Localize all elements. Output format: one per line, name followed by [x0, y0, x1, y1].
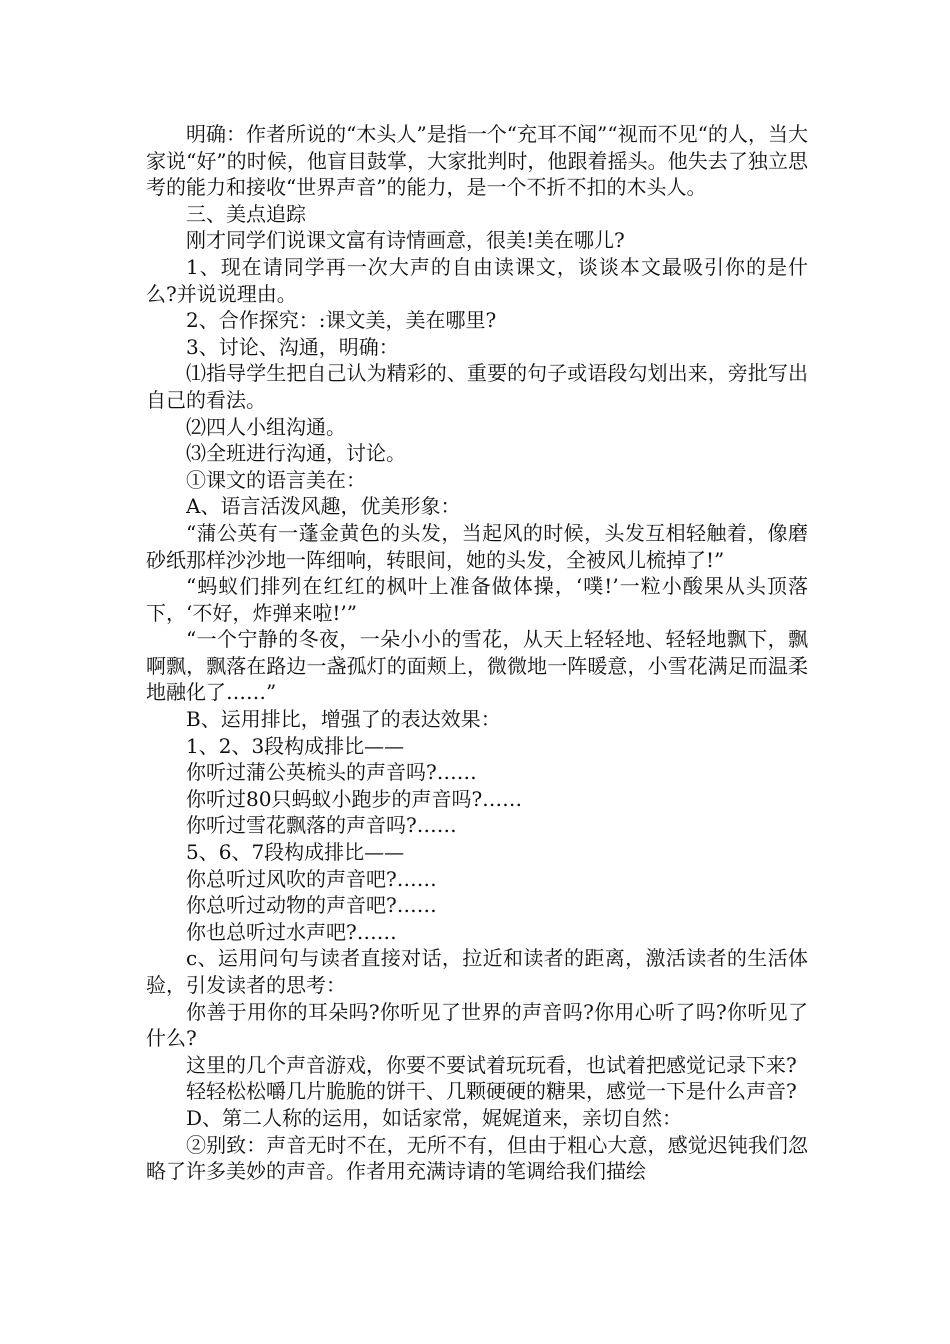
paragraph-parallel-123: 1、2、3段构成排比——	[186, 733, 405, 758]
paragraph-unique: ②别致：声音无时不在，无所不有，但由于粗心大意，感觉迟钝我们忽略了许多美妙的声音。作者用充满诗请的笔调给我们描绘	[146, 1132, 808, 1184]
paragraph-language-beauty: ①课文的语言美在：	[186, 467, 366, 492]
quote-ants: “蚂蚁们排列在红红的枫叶上准备做体操，‘噗!’一粒小酸果从头顶落下，‘不好，炸弹来啦!’”	[146, 574, 808, 625]
list-item-animals: 你总听过动物的声音吧?……	[186, 893, 437, 918]
list-item-snowflake: 你听过雪花飘落的声音吗?……	[186, 813, 457, 838]
paragraph-substep-2: ⑵四人小组沟通。	[186, 414, 346, 439]
paragraph-biscuits: 轻轻松松嚼几片脆脆的饼干、几颗硬硬的糖果，感觉一下是什么声音?	[186, 1079, 797, 1104]
document-body	[146, 121, 808, 1185]
list-item-dandelion: 你听过蒲公英梳头的声音吗?……	[186, 760, 477, 785]
list-item-wind: 你总听过风吹的声音吧?……	[186, 866, 437, 891]
paragraph-point-b: B、运用排比，增强了的表达效果：	[186, 707, 501, 732]
paragraph-point-c: c、运用问句与读者直接对话，拉近和读者的距离，激活读者的生活体验，引发读者的思考：	[146, 946, 808, 997]
paragraph-substep-1: ⑴指导学生把自己认为精彩的、重要的句子或语段勾划出来，旁批写出自己的看法。	[146, 361, 808, 412]
paragraph-parallel-567: 5、6、7段构成排比——	[186, 840, 405, 865]
list-item-ants: 你听过80只蚂蚁小跑步的声音吗?……	[186, 786, 523, 811]
paragraph-explanation-wooden-man: 明确：作者所说的“木头人”是指一个“充耳不闻”“视而不见“的人，当大家说“好”的时候，他盲目鼓掌，大家批判时，他跟着摇头。他失去了独立思考的能力和接收“世界声音”的能力，是一个不折不扣的木头人。	[146, 122, 808, 200]
list-item-water: 你也总听过水声吧?……	[186, 919, 397, 944]
section-heading-beauty-tracking: 三、美点追踪	[186, 201, 306, 226]
paragraph-point-d: D、第二人称的运用，如话家常，娓娓道来，亲切自然：	[186, 1105, 683, 1130]
paragraph-sound-games: 这里的几个声音游戏，你要不要试着玩玩看，也试着把感觉记录下来?	[186, 1052, 797, 1077]
quote-snowflake: “一个宁静的冬夜，一朵小小的雪花，从天上轻轻地、轻轻地飘下，飘啊飘，飘落在路边一盏孤灯的面颊上，微微地一阵暖意，小雪花满足而温柔地融化了……”	[146, 627, 808, 705]
paragraph-substep-3: ⑶全班进行沟通，讨论。	[186, 441, 406, 466]
paragraph-step-3: 3、讨论、沟通，明确：	[186, 334, 399, 359]
paragraph-step-1: 1、现在请同学再一次大声的自由读课文，谈谈本文最吸引你的是什么?并说说理由。	[146, 254, 808, 306]
paragraph-step-2: 2、合作探究：:课文美，美在哪里?	[186, 308, 497, 333]
paragraph-questions: 你善于用你的耳朵吗?你听见了世界的声音吗?你用心听了吗?你听见了什么?	[146, 999, 808, 1051]
quote-dandelion: “蒲公英有一蓬金黄色的头发，当起风的时候，头发互相轻触着，像磨砂纸那样沙沙地一阵细响，转眼间，她的头发，全被风儿梳掉了!”	[146, 520, 808, 572]
paragraph-point-a: A、语言活泼风趣，优美形象：	[186, 494, 461, 519]
paragraph-intro-question: 刚才同学们说课文富有诗情画意，很美!美在哪儿?	[186, 228, 625, 253]
